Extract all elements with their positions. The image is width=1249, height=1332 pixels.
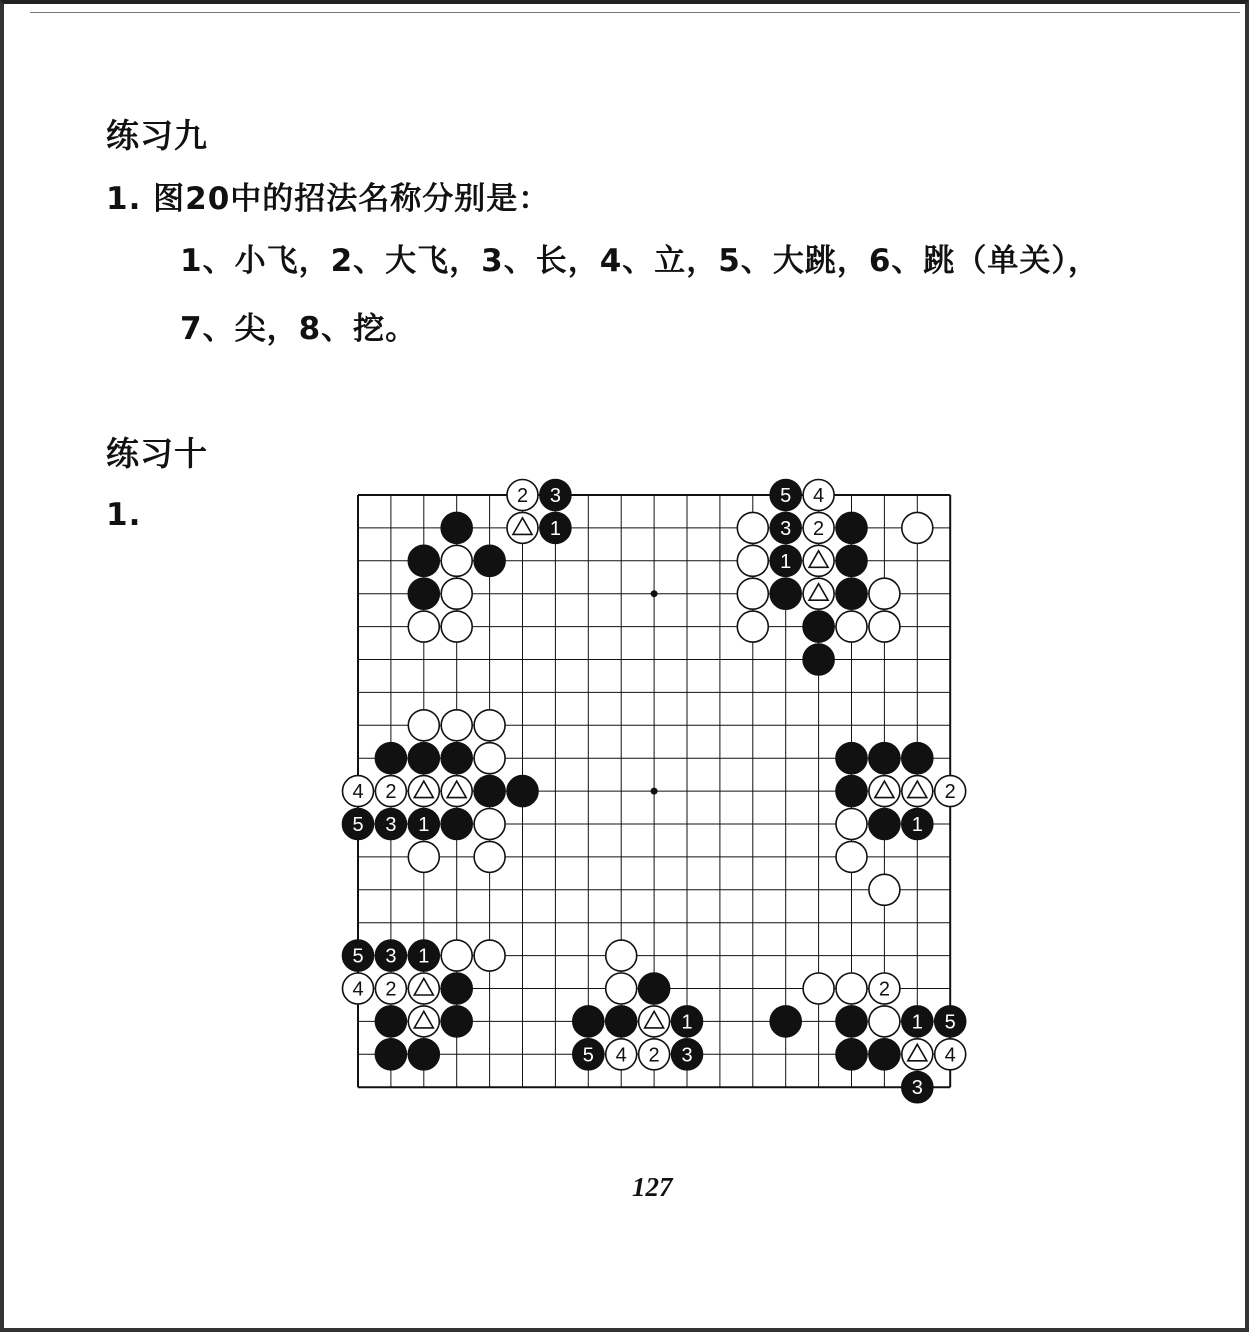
black-stone [408,809,439,840]
scan-divider [30,12,1240,13]
black-stone [408,940,439,971]
white-stone [474,743,505,774]
black-stone [408,1039,439,1070]
white-stone [737,512,768,543]
stone-disc [474,940,505,971]
white-stone [441,710,472,741]
white-stone [343,973,374,1004]
move-number: 2 [944,781,956,804]
stone-disc [869,611,900,642]
stone-disc [836,512,867,543]
black-stone [935,1006,966,1037]
move-number: 2 [813,517,825,540]
black-stone [836,776,867,807]
star-point [651,590,658,597]
white-stone [869,578,900,609]
stone-disc [441,545,472,576]
page-number: 127 [632,1172,673,1202]
stone-disc [803,973,834,1004]
stone-disc [375,1006,406,1037]
move-number: 3 [780,517,792,540]
move-number: 4 [813,485,825,507]
white-stone [803,480,834,511]
exercise9-answer-line2: 7、尖，8、挖。 [180,311,418,347]
stone-disc [770,1006,801,1037]
stone-disc [606,1006,637,1037]
stone-disc [639,973,670,1004]
stone-disc [869,1039,900,1070]
exercise9-answer-line1: 1、小飞，2、大飞，3、长，4、立，5、大跳，6、跳（单关）， [180,243,1100,279]
move-number: 2 [648,1044,660,1067]
stone-disc [606,973,637,1004]
stone-disc [441,940,472,971]
white-stone [803,512,834,543]
stone-disc [474,743,505,774]
stone-disc [408,841,439,872]
white-stone [606,1039,637,1070]
move-number: 2 [516,485,529,507]
move-number: 5 [352,945,364,968]
move-number: 1 [418,814,430,836]
move-number: 3 [549,485,561,507]
go-board-diagram [330,470,980,1110]
black-stone [343,940,374,971]
white-stone [507,480,538,511]
move-number: 1 [549,517,561,540]
white-stone [408,973,439,1004]
exercise9-title: 练习九 [106,116,208,155]
stone-disc [573,1006,604,1037]
white-stone [737,611,768,642]
black-stone [803,644,834,675]
stone-disc [606,940,637,971]
black-stone [540,512,571,543]
black-stone [507,776,538,807]
white-stone [737,578,768,609]
white-stone [474,940,505,971]
stone-disc [902,743,933,774]
white-stone [869,611,900,642]
black-stone [902,1072,933,1103]
stone-disc [902,512,933,543]
stone-disc [836,578,867,609]
white-stone [803,973,834,1004]
black-stone [770,1006,801,1037]
stone-disc [441,710,472,741]
move-number: 3 [911,1077,923,1100]
stone-disc [408,578,439,609]
black-stone [836,545,867,576]
white-stone [869,874,900,905]
black-stone [770,578,801,609]
stone-disc [803,611,834,642]
white-stone [737,545,768,576]
black-stone [869,743,900,774]
stone-disc [836,1006,867,1037]
stone-disc [836,545,867,576]
stone-disc [836,611,867,642]
stone-disc [803,644,834,675]
move-number: 4 [944,1044,956,1067]
stone-disc [737,578,768,609]
move-number: 5 [352,814,364,836]
move-number: 1 [681,1011,693,1034]
black-stone [441,743,472,774]
stone-disc [408,743,439,774]
white-stone [869,1006,900,1037]
black-stone [408,743,439,774]
white-stone [869,776,900,807]
move-number: 2 [385,978,397,1001]
move-number: 3 [681,1044,693,1067]
black-stone [639,973,670,1004]
white-stone [441,578,472,609]
black-stone [902,809,933,840]
black-stone [803,611,834,642]
stone-disc [441,578,472,609]
black-stone [441,512,472,543]
white-stone [836,973,867,1004]
white-stone [639,1006,670,1037]
move-number: 4 [352,978,364,1001]
stone-disc [836,1039,867,1070]
stone-disc [770,578,801,609]
black-stone [375,809,406,840]
stone-disc [869,874,900,905]
move-number: 4 [352,781,364,804]
move-number: 5 [944,1011,956,1034]
black-stone [573,1039,604,1070]
move-number: 5 [780,485,792,507]
stone-disc [836,743,867,774]
black-stone [672,1006,703,1037]
white-stone [836,611,867,642]
white-stone [408,1006,439,1037]
black-stone [869,809,900,840]
move-number: 3 [385,945,397,968]
white-stone [408,776,439,807]
move-number: 1 [418,945,430,968]
move-number: 2 [878,978,890,1001]
stone-disc [375,743,406,774]
stone-disc [474,545,505,576]
stone-disc [474,809,505,840]
move-number: 1 [911,814,923,836]
white-stone [836,809,867,840]
white-stone [474,809,505,840]
move-number: 3 [385,814,397,836]
white-stone [606,973,637,1004]
white-stone [343,776,374,807]
stone-disc [869,743,900,774]
black-stone [836,578,867,609]
white-stone [606,940,637,971]
stone-disc [836,809,867,840]
white-stone [474,710,505,741]
white-stone [441,611,472,642]
stone-disc [474,776,505,807]
stone-disc [737,512,768,543]
white-stone [935,776,966,807]
black-stone [441,1006,472,1037]
black-stone [836,743,867,774]
exercise9-question: 1. 图20中的招法名称分别是： [106,181,551,217]
stone-disc [474,841,505,872]
white-stone [935,1039,966,1070]
black-stone [375,743,406,774]
move-number: 4 [615,1044,627,1067]
white-stone [408,841,439,872]
white-stone [803,545,834,576]
stone-disc [474,710,505,741]
white-stone [408,710,439,741]
stone-disc [441,809,472,840]
black-stone [836,1006,867,1037]
go-board-svg [330,470,980,1110]
white-stone [441,776,472,807]
black-stone [770,480,801,511]
white-stone [803,578,834,609]
stone-disc [737,611,768,642]
black-stone [836,512,867,543]
stone-disc [441,611,472,642]
black-stone [672,1039,703,1070]
black-stone [902,1006,933,1037]
stone-disc [869,1006,900,1037]
stone-disc [836,776,867,807]
white-stone [902,512,933,543]
stone-disc [408,710,439,741]
white-stone [408,611,439,642]
move-number: 5 [582,1044,594,1067]
white-stone [902,1039,933,1070]
move-number: 1 [780,550,792,573]
stone-disc [737,545,768,576]
white-stone [869,973,900,1004]
black-stone [441,973,472,1004]
star-point [651,788,658,795]
stone-disc [408,611,439,642]
stone-disc [441,973,472,1004]
black-stone [770,512,801,543]
black-stone [408,545,439,576]
white-stone [375,776,406,807]
stone-disc [869,578,900,609]
black-stone [606,1006,637,1037]
stone-disc [869,809,900,840]
white-stone [441,940,472,971]
white-stone [375,973,406,1004]
black-stone [474,776,505,807]
white-stone [639,1039,670,1070]
black-stone [474,545,505,576]
black-stone [902,743,933,774]
white-stone [441,545,472,576]
stone-disc [441,743,472,774]
black-stone [375,940,406,971]
stone-disc [375,1039,406,1070]
move-number: 2 [385,781,397,804]
white-stone [902,776,933,807]
stone-disc [408,545,439,576]
stone-disc [441,1006,472,1037]
stone-disc [441,512,472,543]
move-number: 1 [911,1011,923,1034]
black-stone [836,1039,867,1070]
black-stone [540,480,571,511]
white-stone [836,841,867,872]
white-stone [474,841,505,872]
black-stone [375,1006,406,1037]
black-stone [573,1006,604,1037]
stone-disc [836,841,867,872]
stone-disc [507,776,538,807]
stone-disc [836,973,867,1004]
black-stone [869,1039,900,1070]
black-stone [770,545,801,576]
black-stone [441,809,472,840]
exercise10-item-number: 1. [106,497,142,533]
stone-disc [408,1039,439,1070]
black-stone [343,809,374,840]
exercise10-title: 练习十 [106,434,208,473]
black-stone [375,1039,406,1070]
white-stone [507,512,538,543]
black-stone [408,578,439,609]
